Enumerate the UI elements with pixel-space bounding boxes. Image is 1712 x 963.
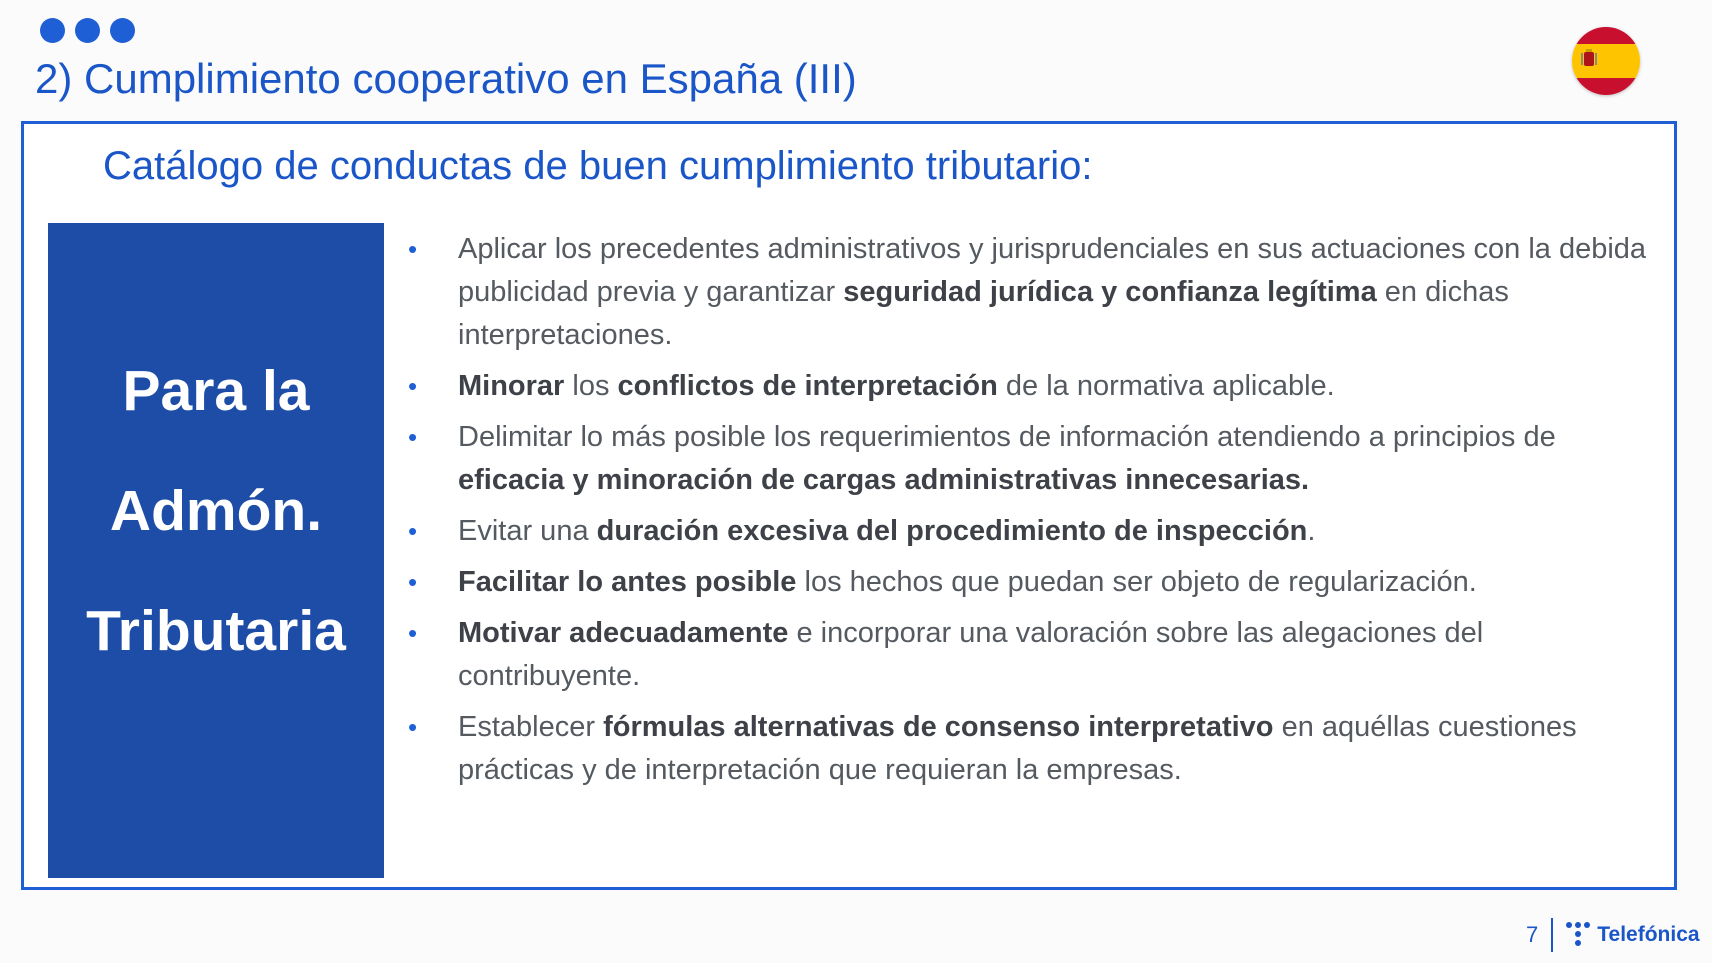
- bullet-text: los hechos que puedan ser objeto de regularización.: [796, 566, 1477, 598]
- dot-1: [40, 18, 65, 43]
- bullet-dot-icon: •: [408, 516, 418, 546]
- section-subtitle: Catálogo de conductas de buen cumplimiento tributario:: [103, 144, 1093, 188]
- bullet-item: [402, 510, 1667, 553]
- bullet-text: en dichas interpretaciones.: [458, 276, 1509, 351]
- dot-2: [75, 18, 100, 43]
- bullet-dot-icon: •: [408, 567, 418, 597]
- brand-name: Telefónica: [1597, 923, 1700, 946]
- side-panel-text: [48, 351, 384, 751]
- bullet-text: .: [1307, 515, 1316, 547]
- bullet-item: [402, 416, 1667, 502]
- bullet-bold-text: Motivar adecuadamente: [458, 617, 789, 649]
- bullet-bold-text: duración excesiva del procedimiento de inspección: [596, 515, 1308, 547]
- bullet-dot-icon: •: [408, 234, 418, 264]
- bullet-dot-icon: •: [408, 618, 418, 648]
- bullet-text: Establecer: [458, 711, 604, 743]
- bullet-text: Evitar una: [458, 515, 597, 547]
- bullet-dot-icon: •: [408, 712, 418, 742]
- bullet-item: [402, 612, 1667, 698]
- telefonica-logo-icon: [1565, 921, 1591, 949]
- bullet-bold-text: seguridad jurídica y confianza legítima: [843, 276, 1377, 308]
- telefonica-logo: [1565, 921, 1699, 949]
- bullet-text: en aquéllas cuestiones prácticas y de interpretación que requieran la empresas.: [458, 711, 1577, 786]
- bullet-text: de la normativa aplicable.: [997, 370, 1335, 402]
- bullet-dot-icon: •: [408, 422, 418, 452]
- bullet-bold-text: fórmulas alternativas de consenso interpretativo: [603, 711, 1274, 743]
- dot-3: [110, 18, 135, 43]
- content-frame: [21, 121, 1677, 890]
- bullet-dot-icon: •: [408, 371, 418, 401]
- bullet-list: [402, 228, 1667, 800]
- slide-title: 2) Cumplimiento cooperativo en España (III): [35, 55, 857, 102]
- bullet-bold-text: conflictos de interpretación: [617, 370, 998, 402]
- footer: [1526, 918, 1700, 952]
- bullet-bold-text: Facilitar lo antes posible: [458, 566, 797, 598]
- footer-divider: [1551, 918, 1553, 952]
- bullet-text: e incorporar una valoración sobre las alegaciones del contribuyente.: [458, 617, 1484, 692]
- side-panel-line-3: Tributaria: [86, 598, 346, 663]
- bullet-item: [402, 561, 1667, 604]
- bullet-text: Delimitar lo más posible los requerimientos de información atendiendo a principios de: [458, 421, 1556, 453]
- bullet-item: [402, 228, 1667, 357]
- page-number: 7: [1526, 922, 1539, 947]
- three-dots-icon: [40, 18, 135, 43]
- side-panel: [48, 223, 384, 878]
- side-panel-line-2: Admón.: [109, 478, 323, 543]
- bullet-text: los: [564, 370, 618, 402]
- spain-flag-icon: [1572, 27, 1640, 95]
- bullet-bold-text: eficacia y minoración de cargas administrativas innecesarias.: [458, 464, 1310, 496]
- bullet-item: [402, 365, 1667, 408]
- bullet-bold-text: Minorar: [458, 370, 565, 402]
- bullet-item: [402, 706, 1667, 792]
- bullet-text: Aplicar los precedentes administrativos y jurisprudenciales en sus actuaciones con la debida publicidad previa y garantizar: [458, 233, 1647, 308]
- side-panel-line-1: Para la: [122, 358, 310, 423]
